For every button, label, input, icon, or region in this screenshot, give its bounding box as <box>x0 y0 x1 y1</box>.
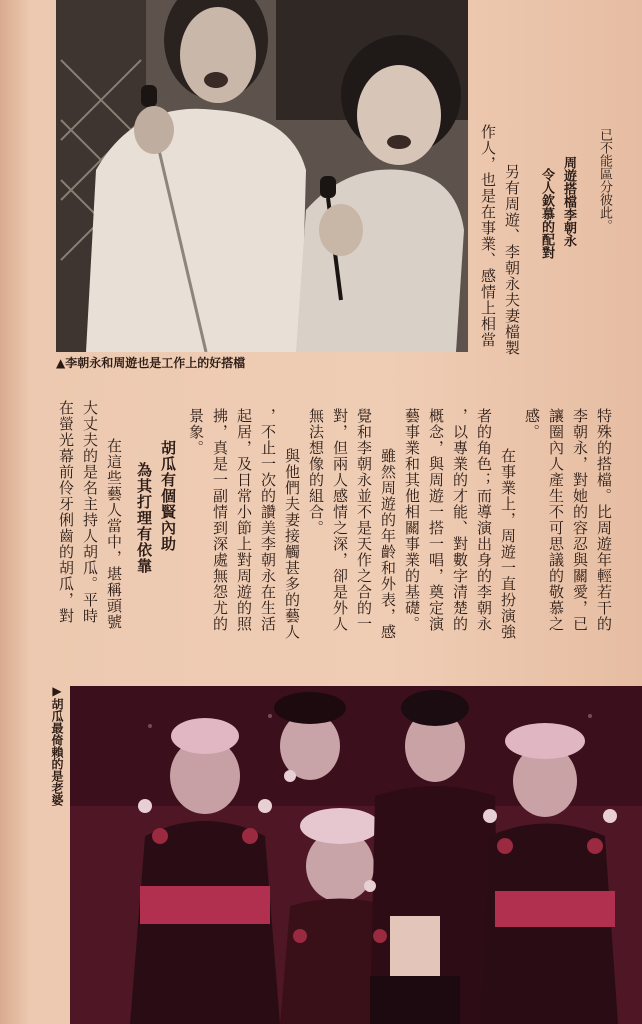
text-column: 拂，真是一副情到深處無怨尤的 <box>211 408 229 632</box>
photo-group-image <box>70 686 642 1024</box>
text-column: 大丈夫的是名主持人胡瓜。平時 <box>81 400 99 624</box>
text-column: 景象。 <box>187 408 205 456</box>
photo-caption-bottom: ▶胡瓜最倚賴的是老婆 <box>50 684 64 806</box>
text-column: 對，但兩人感情之深，卻是外人 <box>331 408 349 632</box>
text-column: 藝事業和其他相關事業的基礎。 <box>403 408 421 632</box>
text-column: 與他們夫妻接觸甚多的藝人 <box>283 448 301 640</box>
photo-singers <box>56 0 468 352</box>
text-column: 特殊的搭檔。比周遊年輕若干的 <box>595 408 613 632</box>
section-heading-3a: 胡瓜有個賢內助 <box>159 440 177 552</box>
photo-caption-top: ▲李朝永和周遊也是工作上的好搭檔 <box>56 356 246 370</box>
text-column: 在事業上，周遊一直扮演強 <box>499 448 517 640</box>
text-column: 覺和李朝永並不是天作之合的一 <box>355 408 373 632</box>
text-column: 讓圈內人產生不可思議的敬慕之 <box>547 408 565 632</box>
text-column: 概念，與周遊一搭一唱，奠定演 <box>427 408 445 632</box>
section-heading-3b: 為其打理有依靠 <box>135 462 153 574</box>
section-heading-1a: 周遊搭檔李朝永 <box>561 156 576 247</box>
lead-text: 已不能區分彼此。 <box>597 128 612 232</box>
photo-group <box>70 686 642 1024</box>
text-column: 起居，及日常小節上對周遊的照 <box>235 408 253 632</box>
text-column: 作人，也是在事業、感情上相當 <box>479 124 497 348</box>
text-column: 感。 <box>523 408 541 440</box>
text-column: 另有周遊、李朝永夫妻檔製 <box>503 164 521 356</box>
text-column: 李朝永，對她的容忍與關愛，已 <box>571 408 589 632</box>
text-column: 者的角色；而導演出身的李朝永 <box>475 408 493 632</box>
text-column: 雖然周遊的年齡和外表，感 <box>379 448 397 640</box>
text-column: 在螢光幕前伶牙俐齒的胡瓜，對 <box>57 400 75 624</box>
text-column: ，不止一次的讚美李朝永在生活 <box>259 408 277 632</box>
text-column: 在這些藝人當中，堪稱頭號 <box>105 438 123 630</box>
section-heading-1b: 令人欽慕的配對 <box>539 168 554 259</box>
photo-singers-image <box>56 0 468 352</box>
text-column: 無法想像的組合。 <box>307 408 325 536</box>
text-column: ，以專業的才能、對數字清楚的 <box>451 408 469 632</box>
